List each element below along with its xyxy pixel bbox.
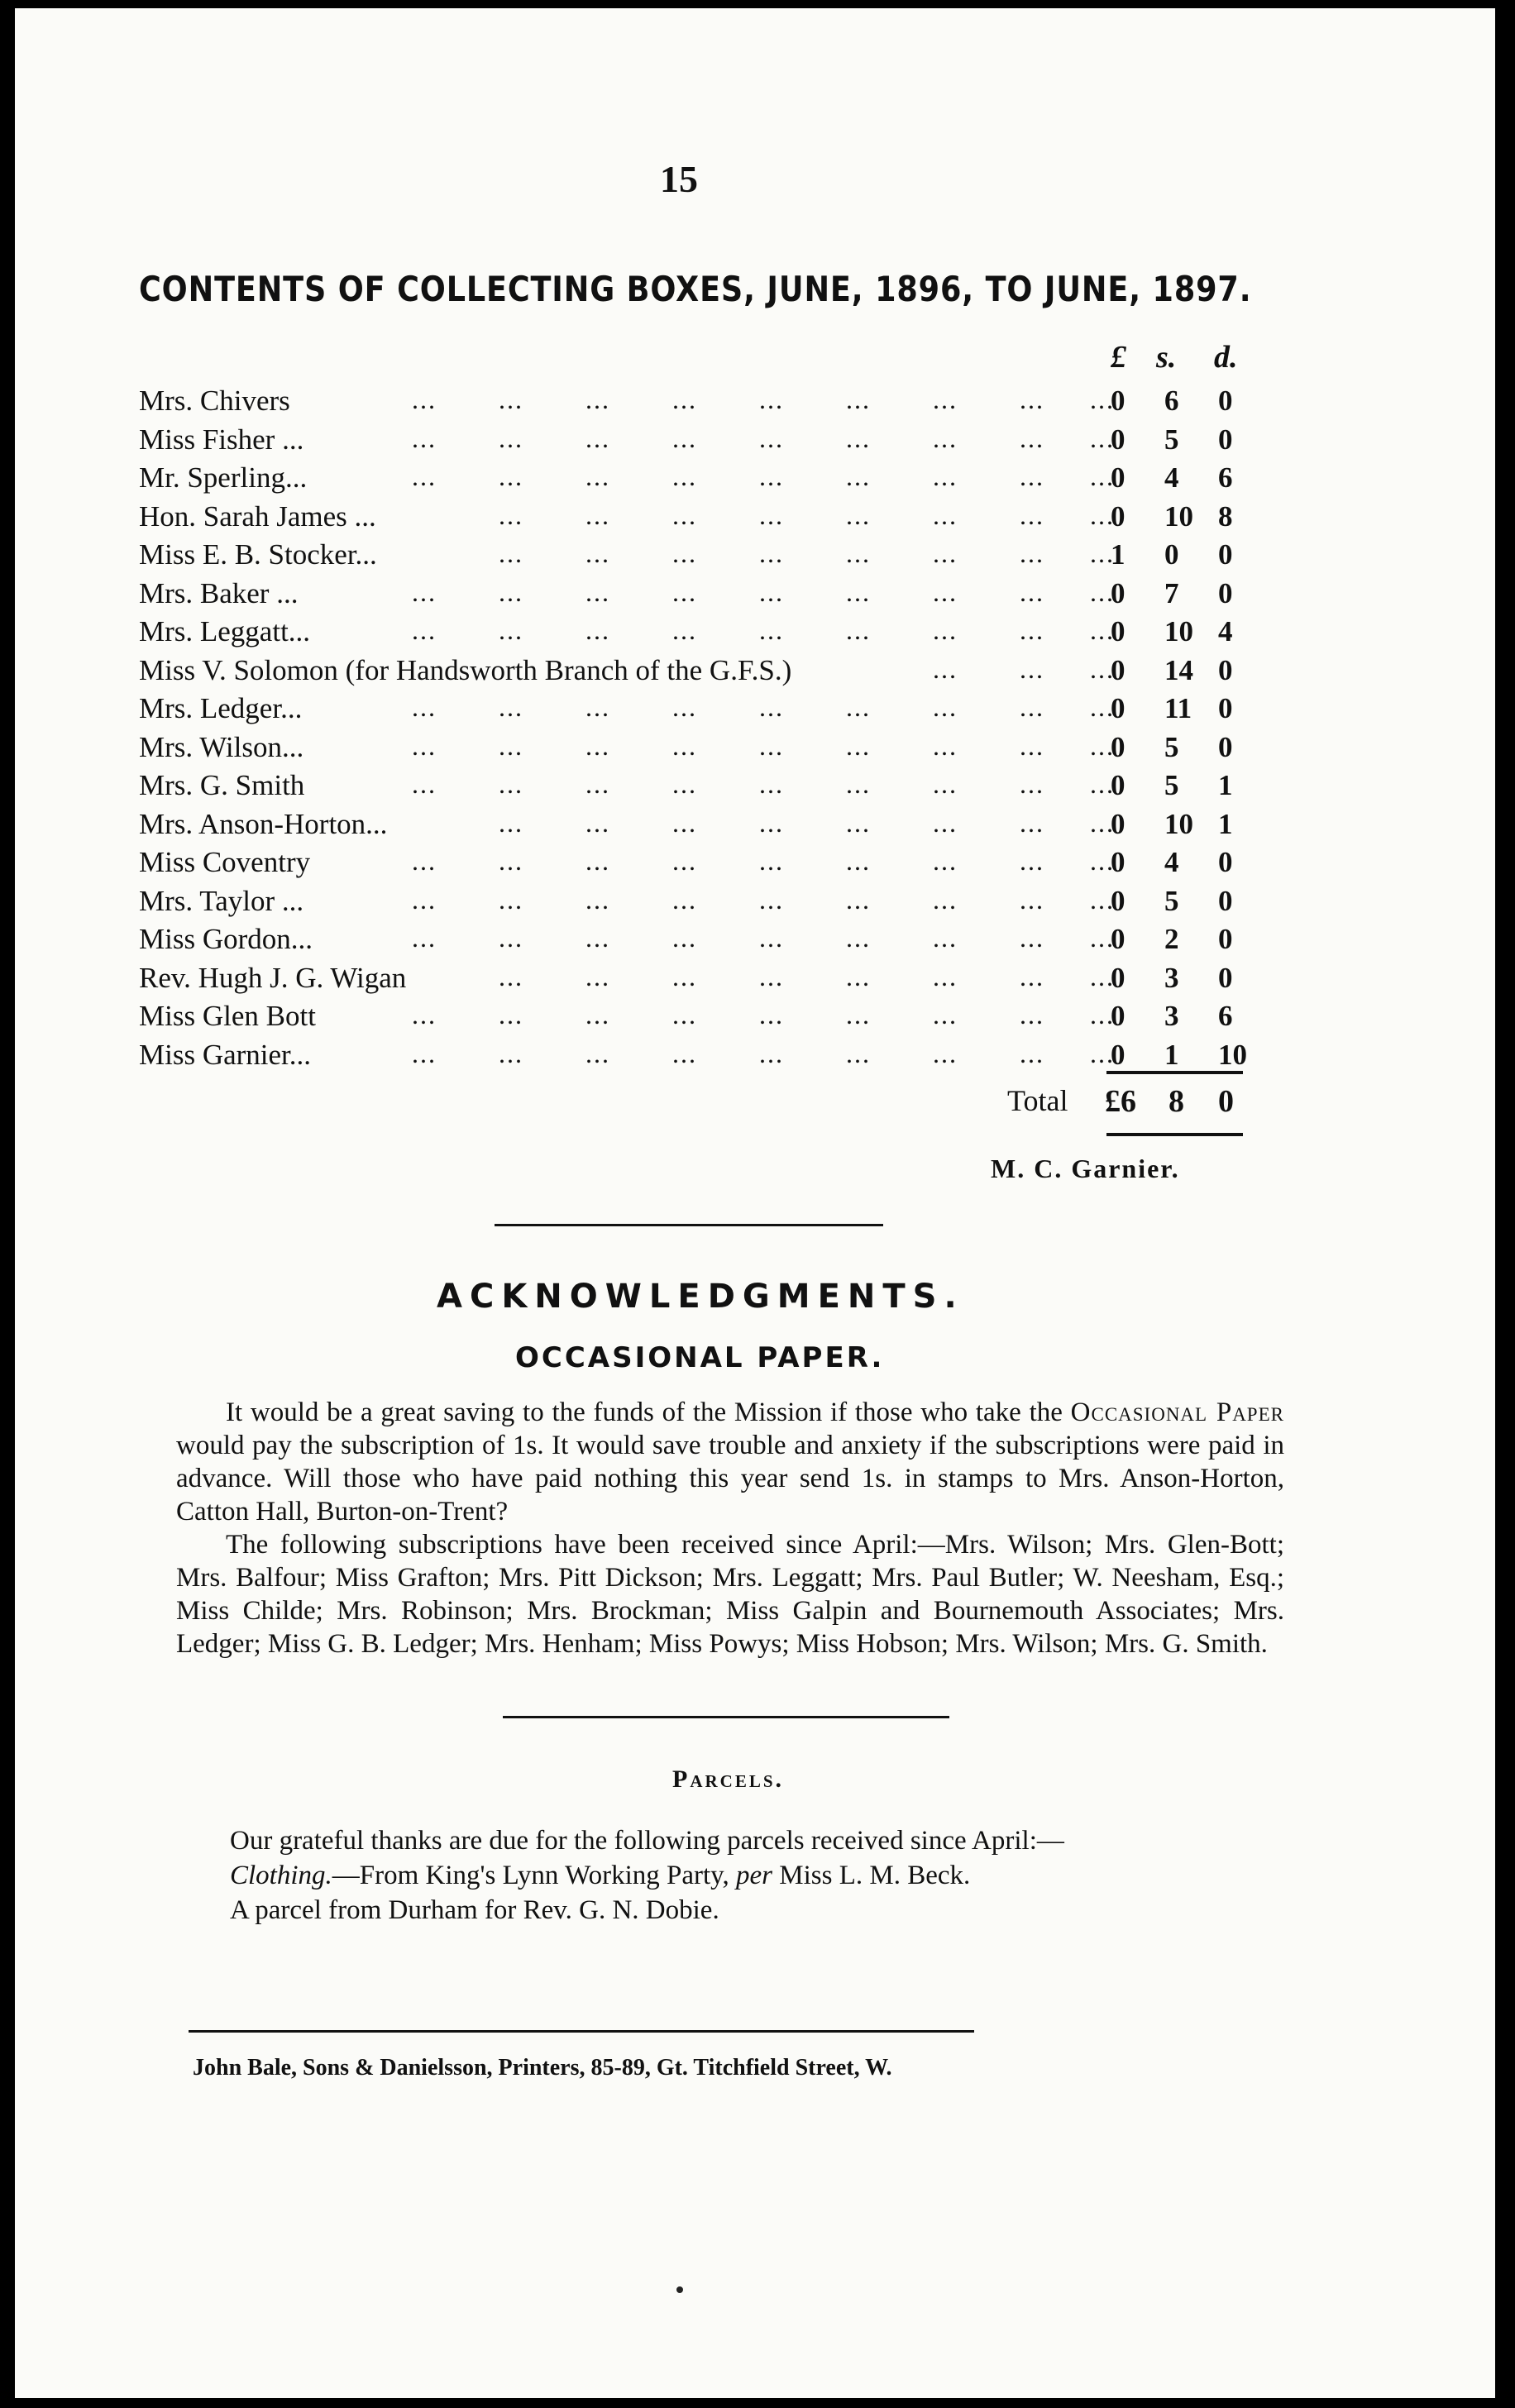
leader-dots: ...: [585, 1000, 610, 1030]
amount-shillings: 10: [1164, 807, 1193, 840]
donor-name: Rev. Hugh J. G. Wigan: [139, 961, 407, 994]
amount-shillings: 5: [1164, 730, 1179, 763]
amount-shillings: 3: [1164, 1000, 1179, 1032]
amount-pence: 0: [1218, 961, 1233, 994]
leader-dots: ...: [1090, 769, 1115, 799]
leader-dots: ...: [672, 461, 697, 491]
leader-dots: ...: [933, 576, 958, 607]
amount-pounds: 0: [1111, 769, 1125, 801]
donor-name: Miss Garnier...: [139, 1038, 312, 1071]
leader-dots: ...: [846, 615, 871, 645]
amount-pounds: 0: [1111, 385, 1125, 417]
leader-dots: ...: [759, 961, 784, 991]
leader-dots: ...: [499, 961, 523, 991]
leader-dots: ...: [1020, 1038, 1044, 1068]
table-row: [139, 499, 1233, 539]
donor-name: Miss Coventry: [139, 846, 311, 878]
leader-dots: ...: [1020, 730, 1044, 761]
leader-dots: ...: [759, 385, 784, 414]
leader-dots: ...: [412, 1000, 437, 1030]
amount-shillings: 3: [1164, 961, 1179, 994]
leader-dots: ...: [846, 499, 871, 530]
leader-dots: ...: [672, 730, 697, 761]
table-row: [139, 576, 1233, 616]
amount-pence: 0: [1218, 423, 1233, 456]
table-row: [139, 423, 1233, 462]
leader-dots: ...: [1090, 846, 1115, 876]
donor-name: Mrs. Wilson...: [139, 730, 304, 763]
leader-dots: ...: [672, 576, 697, 607]
page-number: 15: [660, 158, 698, 200]
donor-name: Mrs. Taylor ...: [139, 884, 304, 917]
leader-dots: ...: [672, 884, 697, 915]
leader-dots: ...: [412, 923, 437, 953]
total-pence: 0: [1218, 1084, 1234, 1119]
leader-dots: ...: [933, 730, 958, 761]
leader-dots: ...: [585, 769, 610, 799]
amount-pounds: 0: [1111, 692, 1125, 724]
leader-dots: ...: [499, 423, 523, 453]
leader-dots: ...: [1090, 538, 1115, 568]
leader-dots: ...: [412, 730, 437, 761]
amount-pence: 0: [1218, 576, 1233, 609]
leader-dots: ...: [933, 499, 958, 530]
leader-dots: ...: [846, 385, 871, 414]
parcels-clothing: Clothing.—From King's Lynn Working Party, per Miss L. M. Beck.: [230, 1861, 971, 1890]
leader-dots: ...: [1020, 1000, 1044, 1030]
leader-dots: ...: [499, 1038, 523, 1068]
table-row: [139, 538, 1233, 577]
leader-dots: ...: [499, 385, 523, 414]
page: [15, 8, 1495, 2398]
donor-name: Miss Gordon...: [139, 923, 313, 955]
total-rule-bottom: [1106, 1133, 1243, 1136]
leader-dots: ...: [1090, 961, 1115, 991]
amount-shillings: 4: [1164, 461, 1179, 494]
leader-dots: ...: [1090, 385, 1115, 414]
leader-dots: ...: [412, 576, 437, 607]
collecting-boxes-table: [139, 385, 1247, 1077]
donor-name: Mrs. Ledger...: [139, 692, 303, 724]
amount-shillings: 2: [1164, 923, 1179, 955]
table-row: [139, 1000, 1233, 1039]
leader-dots: ...: [933, 961, 958, 991]
table-row: [139, 884, 1233, 924]
leader-dots: ...: [846, 1000, 871, 1030]
amount-pence: 0: [1218, 884, 1233, 917]
leader-dots: ...: [499, 846, 523, 876]
leader-dots: ...: [1020, 461, 1044, 491]
leader-dots: ...: [759, 538, 784, 568]
leader-dots: ...: [672, 846, 697, 876]
amount-pounds: 0: [1111, 461, 1125, 494]
leader-dots: ...: [585, 730, 610, 761]
leader-dots: ...: [846, 923, 871, 953]
leader-dots: ...: [585, 846, 610, 876]
table-row: [139, 769, 1233, 808]
amount-pounds: 0: [1111, 499, 1125, 533]
amount-pounds: 0: [1111, 1000, 1125, 1032]
leader-dots: ...: [759, 499, 784, 530]
table-row: [139, 923, 1233, 962]
leader-dots: ...: [933, 807, 958, 838]
leader-dots: ...: [933, 769, 958, 799]
leader-dots: ...: [585, 1038, 610, 1068]
amount-pence: 6: [1218, 1000, 1233, 1032]
amount-pounds: 1: [1111, 538, 1125, 571]
leader-dots: ...: [499, 692, 523, 722]
leader-dots: ...: [846, 884, 871, 915]
ink-dot: [676, 2286, 683, 2293]
amount-shillings: 10: [1164, 499, 1193, 533]
leader-dots: ...: [412, 846, 437, 876]
leader-dots: ...: [1090, 884, 1115, 915]
leader-dots: ...: [499, 538, 523, 568]
leader-dots: ...: [1090, 923, 1115, 953]
leader-dots: ...: [759, 769, 784, 799]
donor-name: Mrs. Anson-Horton...: [139, 807, 388, 840]
total-rule-top: [1106, 1071, 1243, 1074]
amount-pounds: 0: [1111, 615, 1125, 647]
leader-dots: ...: [499, 461, 523, 491]
leader-dots: ...: [846, 846, 871, 876]
leader-dots: ...: [1090, 807, 1115, 838]
leader-dots: ...: [1020, 769, 1044, 799]
divider: [495, 1224, 883, 1226]
leader-dots: ...: [499, 807, 523, 838]
amount-pence: 0: [1218, 923, 1233, 955]
leader-dots: ...: [759, 692, 784, 722]
amount-pence: 1: [1218, 807, 1233, 840]
leader-dots: ...: [846, 538, 871, 568]
leader-dots: ...: [759, 730, 784, 761]
amount-pounds: 0: [1111, 730, 1125, 763]
leader-dots: ...: [846, 769, 871, 799]
amount-shillings: 5: [1164, 884, 1179, 917]
printer-imprint: John Bale, Sons & Danielsson, Printers, 85-89, Gt. Titchfield Street, W.: [193, 2055, 892, 2081]
amount-shillings: 0: [1164, 538, 1179, 571]
leader-dots: ...: [412, 423, 437, 453]
leader-dots: ...: [1020, 499, 1044, 530]
leader-dots: ...: [672, 961, 697, 991]
leader-dots: ...: [585, 884, 610, 915]
leader-dots: ...: [759, 1038, 784, 1068]
leader-dots: ...: [933, 692, 958, 722]
leader-dots: ...: [499, 499, 523, 530]
leader-dots: ...: [412, 769, 437, 799]
table-row: [139, 615, 1233, 654]
leader-dots: ...: [759, 615, 784, 645]
amount-pounds: 0: [1111, 807, 1125, 840]
leader-dots: ...: [1020, 884, 1044, 915]
leader-dots: ...: [412, 1038, 437, 1068]
amount-pounds: 0: [1111, 1038, 1125, 1071]
leader-dots: ...: [1090, 1038, 1115, 1068]
leader-dots: ...: [585, 461, 610, 491]
leader-dots: ...: [759, 1000, 784, 1030]
leader-dots: ...: [846, 423, 871, 453]
acknowledgments-title: ACKNOWLEDGMENTS.: [437, 1278, 964, 1316]
parcels-text: [230, 1823, 1305, 1928]
leader-dots: ...: [499, 769, 523, 799]
occasional-paper-text: [176, 1396, 1284, 1660]
leader-dots: ...: [846, 807, 871, 838]
table-row: [139, 653, 1233, 693]
leader-dots: ...: [933, 461, 958, 491]
leader-dots: ...: [672, 923, 697, 953]
paragraph: It would be a great saving to the funds of the Mission if those who take the Occasional Paper would pay the subscription of 1s. It would save trouble and anxiety if the subscriptions were paid in advance. Will those who have paid nothing this year send 1s. in stamps to Mrs. Anson-Horton, Catton Hall, Burton-on-Trent?: [176, 1398, 1284, 1526]
table-row: [139, 961, 1233, 1001]
leader-dots: ...: [846, 576, 871, 607]
amount-pence: 0: [1218, 653, 1233, 686]
leader-dots: ...: [1090, 1000, 1115, 1030]
leader-dots: ...: [499, 884, 523, 915]
leader-dots: ...: [933, 846, 958, 876]
donor-name: Mrs. G. Smith: [139, 769, 305, 801]
leader-dots: ...: [499, 576, 523, 607]
amount-pounds: 0: [1111, 576, 1125, 609]
occasional-paper-title: OCCASIONAL PAPER.: [515, 1341, 885, 1374]
leader-dots: ...: [846, 1038, 871, 1068]
leader-dots: ...: [672, 1038, 697, 1068]
leader-dots: ...: [933, 923, 958, 953]
leader-dots: ...: [1020, 423, 1044, 453]
donor-name: Mrs. Chivers: [139, 385, 290, 417]
total-shillings: 8: [1169, 1084, 1184, 1119]
leader-dots: ...: [759, 884, 784, 915]
leader-dots: ...: [933, 653, 958, 684]
amount-shillings: 1: [1164, 1038, 1179, 1071]
amount-pounds: 0: [1111, 423, 1125, 456]
leader-dots: ...: [759, 576, 784, 607]
parcels-title: Parcels.: [672, 1765, 785, 1793]
leader-dots: ...: [933, 1038, 958, 1068]
leader-dots: ...: [1020, 538, 1044, 568]
leader-dots: ...: [672, 692, 697, 722]
leader-dots: ...: [672, 385, 697, 414]
leader-dots: ...: [585, 576, 610, 607]
amount-pounds: 0: [1111, 846, 1125, 878]
signature: M. C. Garnier.: [991, 1154, 1180, 1183]
leader-dots: ...: [933, 538, 958, 568]
leader-dots: ...: [585, 692, 610, 722]
column-pence: d.: [1214, 340, 1238, 375]
leader-dots: ...: [1020, 615, 1044, 645]
amount-pence: 10: [1218, 1038, 1247, 1071]
donor-name: Hon. Sarah James ...: [139, 499, 376, 533]
amount-shillings: 11: [1164, 692, 1192, 724]
amount-pence: 0: [1218, 846, 1233, 878]
leader-dots: ...: [846, 730, 871, 761]
parcels-durham: A parcel from Durham for Rev. G. N. Dobie.: [230, 1895, 719, 1925]
leader-dots: ...: [933, 615, 958, 645]
subscriptions-paragraph: The following subscriptions have been received since April:—Mrs. Wilson; Mrs. Glen-Bott; Mrs. Balfour; Miss Grafton; Mrs. Pitt Dickson; Mrs. Leggatt; Mrs. Paul Butler; W. Neesham, Esq.; Miss Childe; Mrs. Robinson; Mrs. Brockman; Miss Galpin and Bournemouth Associates; Mrs. Ledger; Miss G. B. Ledger; Mrs. Henham; Miss Powys; Miss Hobson; Mrs. Wilson; Mrs. G. Smith.: [176, 1530, 1284, 1659]
amount-pounds: 0: [1111, 961, 1125, 994]
leader-dots: ...: [412, 615, 437, 645]
leader-dots: ...: [759, 461, 784, 491]
leader-dots: ...: [933, 884, 958, 915]
leader-dots: ...: [759, 846, 784, 876]
leader-dots: ...: [1020, 385, 1044, 414]
leader-dots: ...: [499, 615, 523, 645]
amount-pence: 8: [1218, 499, 1233, 533]
collecting-boxes-heading: CONTENTS OF COLLECTING BOXES, JUNE, 1896, TO JUNE, 1897.: [139, 269, 1252, 309]
leader-dots: ...: [759, 423, 784, 453]
leader-dots: ...: [1090, 615, 1115, 645]
donor-name: Miss E. B. Stocker...: [139, 538, 377, 571]
leader-dots: ...: [759, 807, 784, 838]
amount-pounds: 0: [1111, 653, 1125, 686]
table-row: [139, 1038, 1247, 1077]
donor-name: Mrs. Baker ...: [139, 576, 299, 609]
amount-pence: 0: [1218, 385, 1233, 417]
leader-dots: ...: [1020, 846, 1044, 876]
donor-name: Mr. Sperling...: [139, 461, 308, 494]
divider: [189, 2030, 974, 2033]
total-pounds: £6: [1105, 1084, 1136, 1119]
amount-pence: 6: [1218, 461, 1233, 494]
leader-dots: ...: [499, 1000, 523, 1030]
leader-dots: ...: [1090, 730, 1115, 761]
column-shillings: s.: [1156, 340, 1177, 375]
leader-dots: ...: [585, 385, 610, 414]
amount-pounds: 0: [1111, 884, 1125, 917]
leader-dots: ...: [1020, 923, 1044, 953]
leader-dots: ...: [846, 961, 871, 991]
amount-shillings: 7: [1164, 576, 1179, 609]
leader-dots: ...: [499, 730, 523, 761]
leader-dots: ...: [672, 423, 697, 453]
leader-dots: ...: [585, 961, 610, 991]
amount-pence: 4: [1218, 615, 1233, 647]
total-label: Total: [1007, 1084, 1068, 1117]
leader-dots: ...: [933, 385, 958, 414]
amount-pence: 1: [1218, 769, 1233, 801]
amount-shillings: 4: [1164, 846, 1179, 878]
leader-dots: ...: [412, 385, 437, 414]
leader-dots: ...: [1090, 692, 1115, 722]
leader-dots: ...: [412, 884, 437, 915]
parcels-intro: Our grateful thanks are due for the following parcels received since April:—: [230, 1826, 1064, 1856]
amount-pence: 0: [1218, 692, 1233, 724]
table-row: [139, 692, 1233, 731]
leader-dots: ...: [585, 615, 610, 645]
leader-dots: ...: [672, 1000, 697, 1030]
leader-dots: ...: [672, 769, 697, 799]
amount-shillings: 14: [1164, 653, 1193, 686]
leader-dots: ...: [672, 807, 697, 838]
leader-dots: ...: [1020, 576, 1044, 607]
leader-dots: ...: [1090, 423, 1115, 453]
leader-dots: ...: [846, 692, 871, 722]
leader-dots: ...: [933, 1000, 958, 1030]
leader-dots: ...: [1090, 653, 1115, 684]
amount-pence: 0: [1218, 538, 1233, 571]
amount-pounds: 0: [1111, 923, 1125, 955]
leader-dots: ...: [412, 692, 437, 722]
leader-dots: ...: [1090, 461, 1115, 491]
leader-dots: ...: [499, 923, 523, 953]
leader-dots: ...: [672, 615, 697, 645]
leader-dots: ...: [412, 461, 437, 491]
leader-dots: ...: [672, 499, 697, 530]
amount-pence: 0: [1218, 730, 1233, 763]
leader-dots: ...: [1020, 692, 1044, 722]
leader-dots: ...: [672, 538, 697, 568]
leader-dots: ...: [1020, 807, 1044, 838]
amount-shillings: 5: [1164, 423, 1179, 456]
leader-dots: ...: [585, 423, 610, 453]
leader-dots: ...: [1090, 499, 1115, 530]
donor-name: Miss Fisher ...: [139, 423, 304, 456]
donor-name: Mrs. Leggatt...: [139, 615, 311, 647]
leader-dots: ...: [1020, 653, 1044, 684]
amount-shillings: 5: [1164, 769, 1179, 801]
leader-dots: ...: [585, 499, 610, 530]
table-row: [139, 730, 1233, 770]
table-row: [139, 385, 1233, 423]
divider: [503, 1716, 949, 1718]
table-row: [139, 846, 1233, 885]
leader-dots: ...: [846, 461, 871, 491]
donor-name: Miss V. Solomon (for Handsworth Branch of the G.F.S.): [139, 653, 792, 686]
donor-name: Miss Glen Bott: [139, 1000, 316, 1032]
amount-shillings: 10: [1164, 615, 1193, 647]
amount-shillings: 6: [1164, 385, 1179, 417]
leader-dots: ...: [1020, 961, 1044, 991]
table-row: [139, 461, 1233, 500]
leader-dots: ...: [759, 923, 784, 953]
leader-dots: ...: [933, 423, 958, 453]
leader-dots: ...: [1090, 576, 1115, 607]
column-pounds: £: [1111, 340, 1126, 375]
table-row: [139, 807, 1233, 847]
leader-dots: ...: [585, 538, 610, 568]
leader-dots: ...: [585, 807, 610, 838]
leader-dots: ...: [585, 923, 610, 953]
